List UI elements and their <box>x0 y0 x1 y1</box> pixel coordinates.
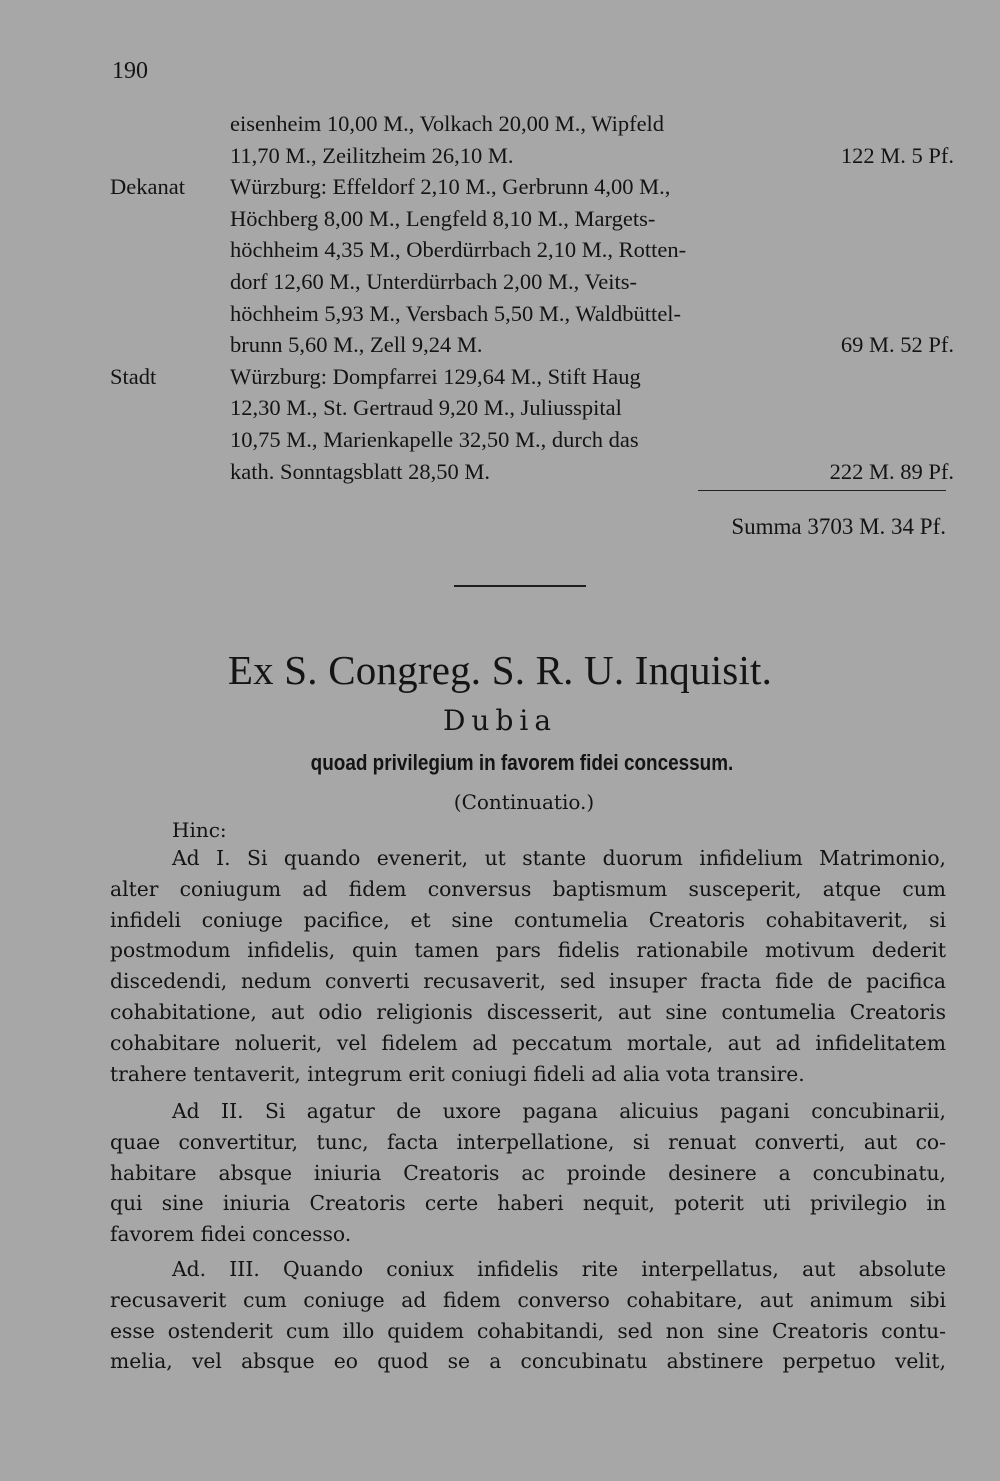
ledger-entry <box>108 171 954 361</box>
text-line: trahere tentaverit, integrum erit coniugi fideli ad alia vota transire. <box>110 1061 805 1086</box>
ledger-entry-text <box>230 361 764 487</box>
paragraph-ad-i <box>110 843 946 1089</box>
ledger-line: brunn 5,60 M., Zell 9,24 M. <box>230 332 483 358</box>
text-line: Ad II. Si agatur de uxore pagana alicuius pagani concubinarii, <box>172 1099 946 1123</box>
ledger-entry-amount: 222 M. 89 Pf. <box>829 458 954 484</box>
text-line: Ad. III. Quando coniux infidelis rite interpellatus, aut absolute <box>172 1257 946 1281</box>
paragraph-ad-iii <box>110 1254 946 1377</box>
sum-rule <box>698 490 946 491</box>
text-line: habitare absque iniuria Creatoris ac proinde desinere a concubinatu, <box>110 1160 946 1185</box>
text-line: cohabitare noluerit, vel fidelem ad peccatum mortale, aut ad infidelitatem <box>110 1030 946 1055</box>
ledger-line: 10,75 M., Marienkapelle 32,50 M., durch das <box>230 426 639 452</box>
text-line: Ad I. Si quando evenerit, ut stante duorum infidelium Matrimonio, <box>172 846 946 870</box>
ledger-line: Würzburg: Effeldorf 2,10 M., Gerbrunn 4,00 M., <box>230 174 671 200</box>
ledger-line: Höchberg 8,00 M., Lengfeld 8,10 M., Margets- <box>230 205 656 231</box>
text-line: recusaverit cum coniuge ad fidem converso cohabitare, aut animum sibi <box>110 1287 946 1312</box>
ledger-line: 12,30 M., St. Gertraud 9,20 M., Juliusspital <box>230 395 622 421</box>
ledger-line: kath. Sonntagsblatt 28,50 M. <box>230 458 490 484</box>
ledger-entry <box>108 361 954 487</box>
ledger-line: dorf 12,60 M., Unterdürrbach 2,00 M., Veits- <box>230 268 638 294</box>
ledger-entry-label: Stadt <box>110 363 157 389</box>
text-line: postmodum infidelis, quin tamen pars fidelis rationabile motivum dederit <box>110 938 946 963</box>
donation-ledger <box>108 108 954 487</box>
article-subject: quoad privilegium in favorem fidei concessum. <box>310 750 734 775</box>
ledger-entry-amount: 69 M. 52 Pf. <box>840 332 954 358</box>
ledger-line: 11,70 M., Zeilitzheim 26,10 M. <box>230 142 514 168</box>
text-line: favorem fidei concesso. <box>110 1222 352 1247</box>
ledger-entry-label <box>108 108 230 171</box>
text-line: discedendi, nedum converti recusaverit, sed insuper fracta fide de pacifica <box>110 969 946 994</box>
ledger-total: Summa 3703 M. 34 Pf. <box>731 514 946 539</box>
page-number: 190 <box>112 58 148 84</box>
ledger-entry-text <box>230 171 764 361</box>
hinc-label: Hinc: <box>172 818 227 842</box>
text-line: cohabitatione, aut odio religionis discesserit, aut sine contumelia Creatoris <box>110 999 946 1024</box>
ledger-entry-text <box>230 108 764 171</box>
text-line: qui sine iniuria Creatoris certe haberi nequit, poterit uti privilegio in <box>110 1191 946 1216</box>
text-line: esse ostenderit cum illo quidem cohabitandi, sed non sine Creatoris contu- <box>110 1318 946 1343</box>
text-line: alter coniugum ad fidem conversus baptismum susceperit, atque cum <box>110 876 946 901</box>
ledger-line: höchheim 5,93 M., Versbach 5,50 M., Waldbüttel- <box>230 300 682 326</box>
section-divider <box>454 585 586 587</box>
ledger-line: Würzburg: Dompfarrei 129,64 M., Stift Haug <box>230 363 641 389</box>
text-line: quae convertitur, tunc, facta interpellatione, si renuat converti, aut co- <box>110 1129 946 1154</box>
text-line: infideli coniuge pacifice, et sine contumelia Creatoris cohabitaverit, si <box>110 907 946 932</box>
continuatio-note: (Continuatio.) <box>453 790 595 814</box>
text-line: melia, vel absque eo quod se a concubinatu abstinere perpetuo velit, <box>110 1349 946 1374</box>
paragraph-ad-ii <box>110 1096 946 1250</box>
ledger-line: höchheim 4,35 M., Oberdürrbach 2,10 M., Rotten- <box>230 237 687 263</box>
ledger-entry <box>108 108 954 171</box>
article-heading: Ex S. Congreg. S. R. U. Inquisit. <box>227 647 773 693</box>
ledger-line: eisenheim 10,00 M., Volkach 20,00 M., Wipfeld <box>230 111 665 136</box>
ledger-entry-label: Dekanat <box>110 174 185 200</box>
article-subheading: Dubia <box>442 704 558 737</box>
ledger-entry-amount: 122 M. 5 Pf. <box>840 142 954 168</box>
